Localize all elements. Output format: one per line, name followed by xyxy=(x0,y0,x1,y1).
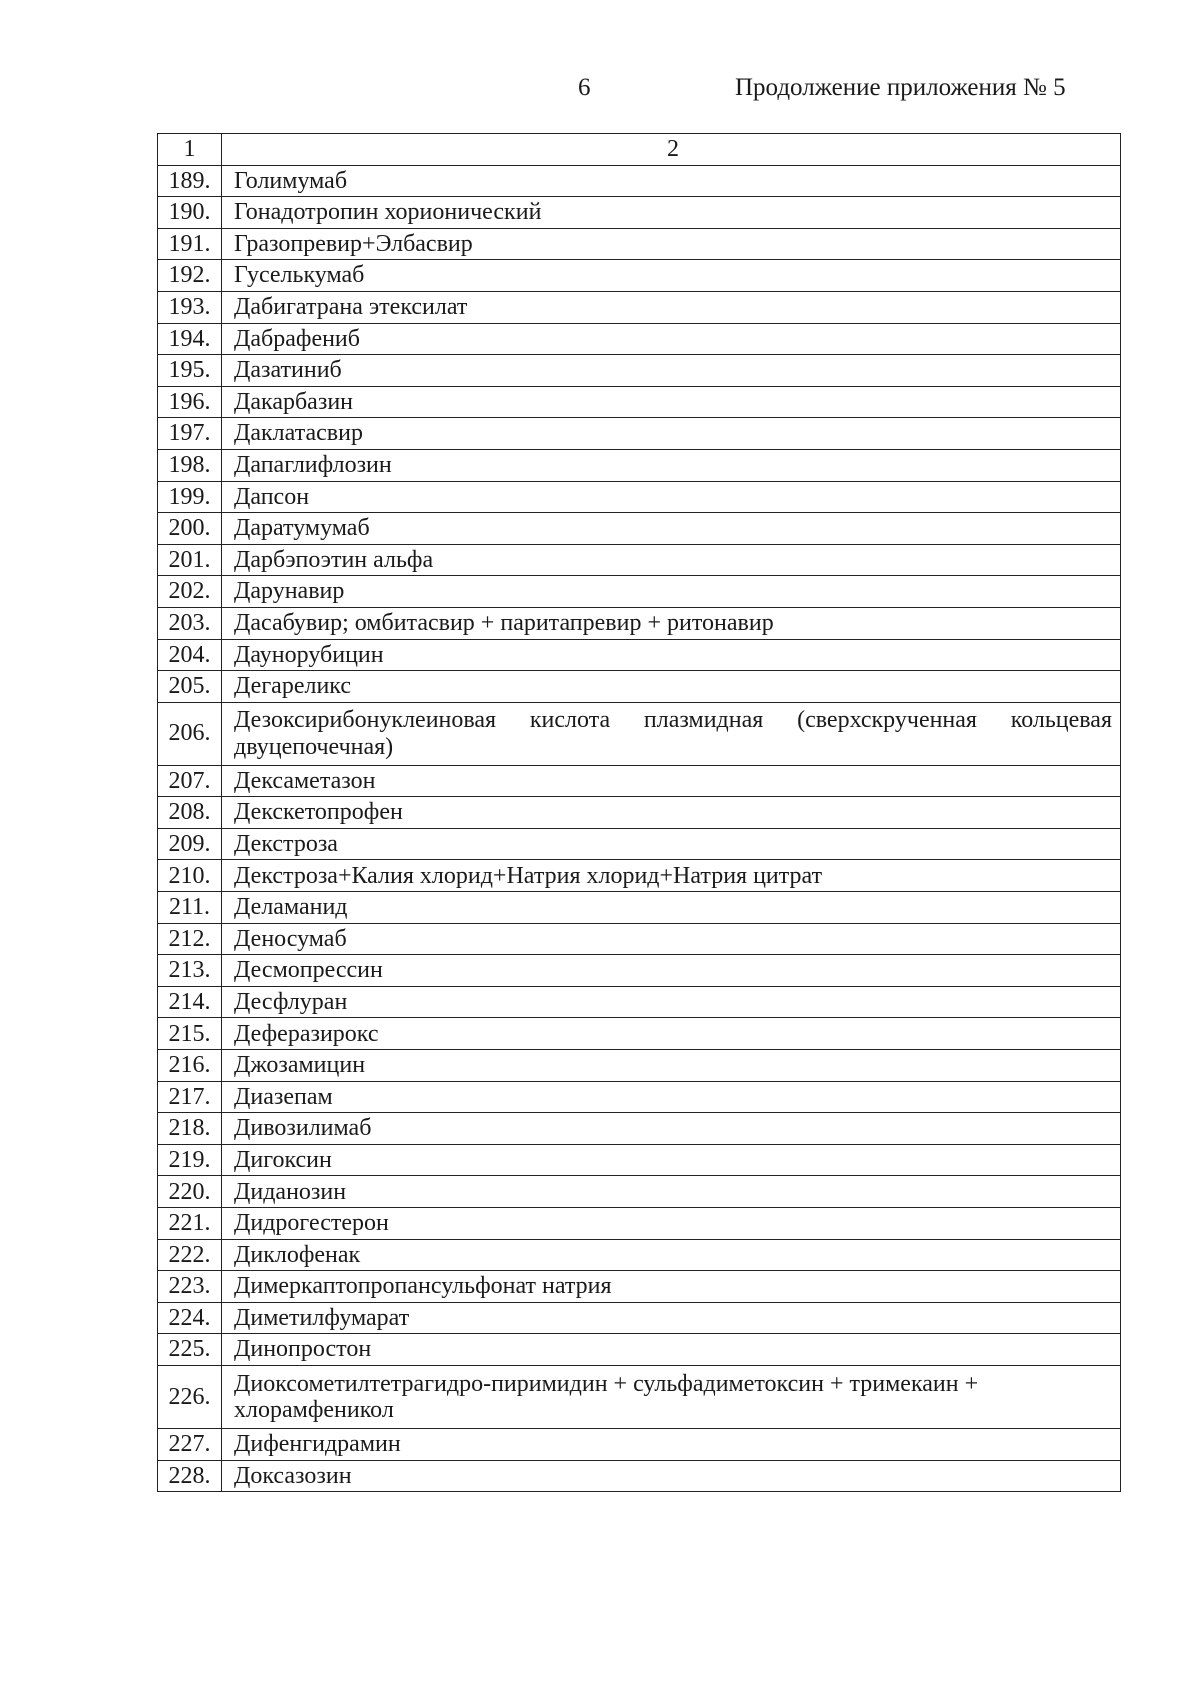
drug-name: Дезоксирибонуклеиновая кислота плазмидная (сверхскрученная кольцевая двуцепочечная) xyxy=(222,702,1121,765)
table-row xyxy=(158,1239,1121,1271)
row-number: 208. xyxy=(158,797,222,829)
drug-name: Дарунавир xyxy=(222,576,1121,608)
row-number: 224. xyxy=(158,1302,222,1334)
row-number: 211. xyxy=(158,892,222,924)
table-row xyxy=(158,1365,1121,1428)
row-number: 223. xyxy=(158,1271,222,1303)
table-row xyxy=(158,1176,1121,1208)
table-row xyxy=(158,386,1121,418)
drug-name: Диклофенак xyxy=(222,1239,1121,1271)
row-number: 228. xyxy=(158,1460,222,1492)
table-row xyxy=(158,1113,1121,1145)
row-number: 206. xyxy=(158,702,222,765)
row-number: 192. xyxy=(158,260,222,292)
table-row xyxy=(158,197,1121,229)
drug-name: Диданозин xyxy=(222,1176,1121,1208)
row-number: 210. xyxy=(158,860,222,892)
drug-table-body xyxy=(158,134,1121,1492)
drug-name: Дивозилимаб xyxy=(222,1113,1121,1145)
table-row xyxy=(158,765,1121,797)
continuation-title: Продолжение приложения № 5 xyxy=(735,74,1066,101)
table-row xyxy=(158,607,1121,639)
row-number: 219. xyxy=(158,1144,222,1176)
table-row xyxy=(158,671,1121,703)
drug-name: Дабрафениб xyxy=(222,323,1121,355)
row-number: 222. xyxy=(158,1239,222,1271)
drug-name: Гонадотропин хорионический xyxy=(222,197,1121,229)
row-number: 190. xyxy=(158,197,222,229)
drug-name: Гразопревир+Элбасвир xyxy=(222,228,1121,260)
row-number: 203. xyxy=(158,607,222,639)
row-number: 215. xyxy=(158,1018,222,1050)
drug-name: Десмопрессин xyxy=(222,955,1121,987)
drug-name: Деламанид xyxy=(222,892,1121,924)
row-number: 220. xyxy=(158,1176,222,1208)
drug-name: Десфлуран xyxy=(222,986,1121,1018)
row-number: 198. xyxy=(158,449,222,481)
row-number: 209. xyxy=(158,828,222,860)
drug-name: Дегареликс xyxy=(222,671,1121,703)
row-number: 196. xyxy=(158,386,222,418)
drug-name: Дидрогестерон xyxy=(222,1208,1121,1240)
table-row xyxy=(158,1081,1121,1113)
row-number: 226. xyxy=(158,1365,222,1428)
drug-name: Дабигатрана этексилат xyxy=(222,291,1121,323)
table-row xyxy=(158,449,1121,481)
row-number: 202. xyxy=(158,576,222,608)
drug-name: Дапаглифлозин xyxy=(222,449,1121,481)
row-number: 221. xyxy=(158,1208,222,1240)
row-number: 199. xyxy=(158,481,222,513)
table-row xyxy=(158,1460,1121,1492)
table-row xyxy=(158,1271,1121,1303)
table-row xyxy=(158,828,1121,860)
row-number: 200. xyxy=(158,513,222,545)
row-number: 218. xyxy=(158,1113,222,1145)
drug-name: Даратумумаб xyxy=(222,513,1121,545)
table-header-row xyxy=(158,134,1121,166)
table-row xyxy=(158,481,1121,513)
drug-name: Деферазирокс xyxy=(222,1018,1121,1050)
drug-name: Даунорубицин xyxy=(222,639,1121,671)
drug-name: Даклатасвир xyxy=(222,418,1121,450)
row-number: 193. xyxy=(158,291,222,323)
row-number: 201. xyxy=(158,544,222,576)
row-number: 213. xyxy=(158,955,222,987)
table-row xyxy=(158,228,1121,260)
table-row xyxy=(158,291,1121,323)
table-row xyxy=(158,639,1121,671)
row-number: 227. xyxy=(158,1428,222,1460)
drug-name: Голимумаб xyxy=(222,165,1121,197)
table-row xyxy=(158,1018,1121,1050)
table-row xyxy=(158,1208,1121,1240)
table-row xyxy=(158,323,1121,355)
drug-name: Диазепам xyxy=(222,1081,1121,1113)
row-number: 195. xyxy=(158,355,222,387)
drug-name: Дапсон xyxy=(222,481,1121,513)
drug-table xyxy=(157,133,1121,1492)
table-row xyxy=(158,892,1121,924)
drug-name: Димеркаптопропансульфонат натрия xyxy=(222,1271,1121,1303)
row-number: 212. xyxy=(158,923,222,955)
row-number: 217. xyxy=(158,1081,222,1113)
table-row xyxy=(158,955,1121,987)
table-row xyxy=(158,260,1121,292)
drug-name: Деносумаб xyxy=(222,923,1121,955)
drug-name: Дигоксин xyxy=(222,1144,1121,1176)
column-header-2: 2 xyxy=(222,134,1121,166)
drug-name: Декскетопрофен xyxy=(222,797,1121,829)
table-row xyxy=(158,1302,1121,1334)
table-row xyxy=(158,1428,1121,1460)
drug-name: Дакарбазин xyxy=(222,386,1121,418)
drug-name: Диметилфумарат xyxy=(222,1302,1121,1334)
table-row xyxy=(158,355,1121,387)
drug-name: Дасабувир; омбитасвир + паритапревир + ритонавир xyxy=(222,607,1121,639)
table-row xyxy=(158,1334,1121,1366)
drug-name: Дарбэпоэтин альфа xyxy=(222,544,1121,576)
drug-name: Динопростон xyxy=(222,1334,1121,1366)
table-row xyxy=(158,576,1121,608)
row-number: 191. xyxy=(158,228,222,260)
drug-name: Дифенгидрамин xyxy=(222,1428,1121,1460)
row-number: 207. xyxy=(158,765,222,797)
drug-name: Дазатиниб xyxy=(222,355,1121,387)
drug-name: Диоксометилтетрагидро-пиримидин + сульфадиметоксин + тримекаин + хлорамфеникол xyxy=(222,1365,1121,1428)
table-row xyxy=(158,165,1121,197)
table-row xyxy=(158,986,1121,1018)
table-row xyxy=(158,860,1121,892)
table-row xyxy=(158,702,1121,765)
table-row xyxy=(158,1050,1121,1082)
row-number: 189. xyxy=(158,165,222,197)
drug-name: Доксазозин xyxy=(222,1460,1121,1492)
drug-name: Декстроза+Калия хлорид+Натрия хлорид+Натрия цитрат xyxy=(222,860,1121,892)
row-number: 197. xyxy=(158,418,222,450)
row-number: 205. xyxy=(158,671,222,703)
column-header-1: 1 xyxy=(158,134,222,166)
drug-name: Декстроза xyxy=(222,828,1121,860)
table-row xyxy=(158,544,1121,576)
table-row xyxy=(158,418,1121,450)
row-number: 204. xyxy=(158,639,222,671)
drug-name: Гуселькумаб xyxy=(222,260,1121,292)
table-row xyxy=(158,923,1121,955)
row-number: 214. xyxy=(158,986,222,1018)
row-number: 216. xyxy=(158,1050,222,1082)
drug-name: Джозамицин xyxy=(222,1050,1121,1082)
row-number: 194. xyxy=(158,323,222,355)
page-number: 6 xyxy=(578,74,591,101)
drug-name: Дексаметазон xyxy=(222,765,1121,797)
row-number: 225. xyxy=(158,1334,222,1366)
table-row xyxy=(158,797,1121,829)
table-row xyxy=(158,1144,1121,1176)
table-row xyxy=(158,513,1121,545)
